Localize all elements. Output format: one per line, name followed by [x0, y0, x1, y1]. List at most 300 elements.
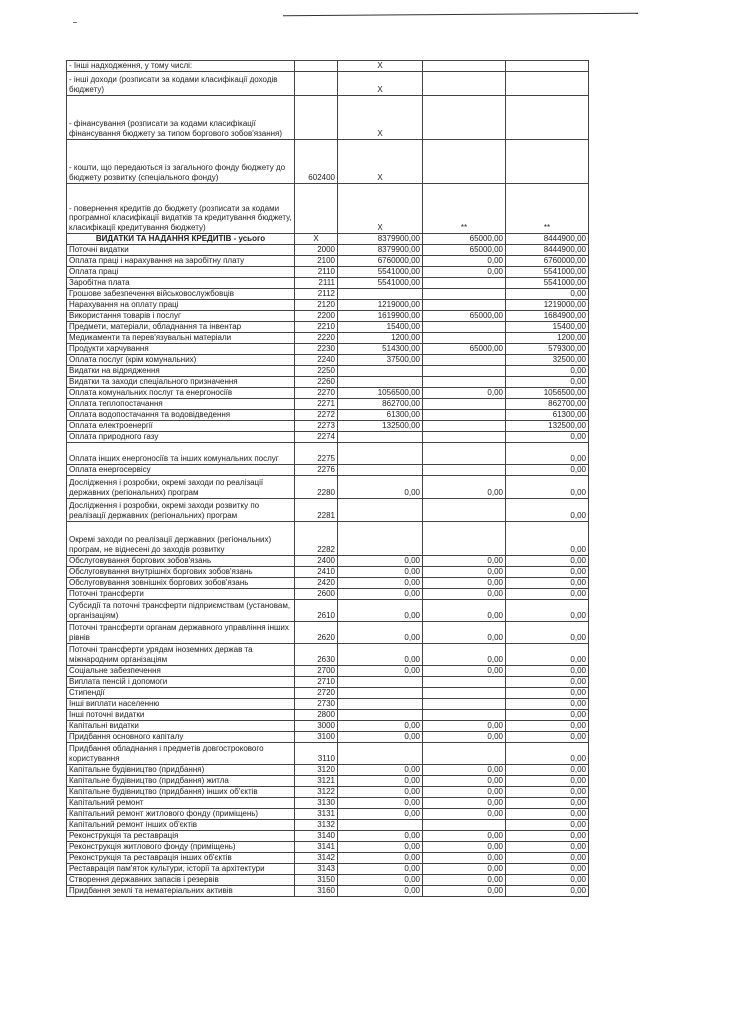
row-special-fund-cell	[423, 95, 506, 139]
row-name-cell: - кошти, що передаються із загального фонду бюджету до бюджету розвитку (спеціального фонду)	[67, 139, 295, 183]
row-total-cell: 0,00	[506, 742, 589, 764]
row-general-fund-cell: 0,00	[338, 874, 423, 885]
row-general-fund-cell	[338, 365, 423, 376]
row-general-fund-cell	[338, 376, 423, 387]
row-total-cell: 0,00	[506, 698, 589, 709]
row-code-cell: 2800	[295, 709, 338, 720]
row-name-cell: Капітальний ремонт інших об'єктів	[67, 819, 295, 830]
row-general-fund-cell	[338, 521, 423, 555]
row-name-cell: Реставрація пам'яток культури, історії та архітектури	[67, 863, 295, 874]
row-code-cell: 3120	[295, 764, 338, 775]
row-general-fund-cell	[338, 288, 423, 299]
row-name-cell: Поточні видатки	[67, 244, 295, 255]
budget-table-body	[67, 61, 589, 897]
row-total-cell: 0,00	[506, 731, 589, 742]
table-row	[67, 321, 589, 332]
row-name-cell: Придбання обладнання і предметів довгострокового користування	[67, 742, 295, 764]
row-special-fund-cell: 0,00	[423, 797, 506, 808]
row-total-cell: 0,00	[506, 475, 589, 498]
table-row	[67, 819, 589, 830]
table-row	[67, 332, 589, 343]
row-special-fund-cell: 0,00	[423, 808, 506, 819]
row-total-cell: 0,00	[506, 464, 589, 475]
row-general-fund-cell	[338, 676, 423, 687]
row-general-fund-cell: 0,00	[338, 764, 423, 775]
row-general-fund-cell	[338, 819, 423, 830]
row-code-cell: 3131	[295, 808, 338, 819]
row-code-cell: 2710	[295, 676, 338, 687]
row-total-cell: 8444900,00	[506, 244, 589, 255]
row-general-fund-cell: 0,00	[338, 577, 423, 588]
row-total-cell: 8444900,00	[506, 233, 589, 244]
row-name-cell: - інші доходи (розписати за кодами класифікації доходів бюджету)	[67, 71, 295, 95]
row-special-fund-cell	[423, 376, 506, 387]
row-special-fund-cell: 0,00	[423, 852, 506, 863]
row-name-cell: Оплата теплопостачання	[67, 398, 295, 409]
row-general-fund-cell: 1619900,00	[338, 310, 423, 321]
row-general-fund-cell: 61300,00	[338, 409, 423, 420]
row-general-fund-cell: 514300,00	[338, 343, 423, 354]
row-total-cell: 0,00	[506, 521, 589, 555]
table-row	[67, 643, 589, 665]
row-general-fund-cell: 1056500,00	[338, 387, 423, 398]
row-special-fund-cell: 0,00	[423, 720, 506, 731]
row-special-fund-cell: 0,00	[423, 387, 506, 398]
row-code-cell: 2276	[295, 464, 338, 475]
row-code-cell	[295, 71, 338, 95]
table-row	[67, 398, 589, 409]
row-code-cell: 2280	[295, 475, 338, 498]
row-code-cell: 2600	[295, 588, 338, 599]
row-special-fund-cell: 0,00	[423, 764, 506, 775]
row-name-cell: Соціальне забезпечення	[67, 665, 295, 676]
row-name-cell: ВИДАТКИ ТА НАДАННЯ КРЕДИТІВ - усього	[67, 233, 295, 244]
row-name-cell: Інші виплати населенню	[67, 698, 295, 709]
row-total-cell: 5541000,00	[506, 277, 589, 288]
row-total-cell: 61300,00	[506, 409, 589, 420]
row-special-fund-cell: 0,00	[423, 555, 506, 566]
table-row	[67, 698, 589, 709]
row-general-fund-cell: X	[338, 61, 423, 72]
row-general-fund-cell: X	[338, 95, 423, 139]
row-special-fund-cell	[423, 321, 506, 332]
row-name-cell: Субсидії та поточні трансферти підприємствам (установам, організаціям)	[67, 599, 295, 621]
row-name-cell: Грошове забезпечення військовослужбовців	[67, 288, 295, 299]
row-special-fund-cell	[423, 365, 506, 376]
table-row	[67, 183, 589, 233]
row-code-cell	[295, 183, 338, 233]
row-general-fund-cell: 0,00	[338, 885, 423, 896]
row-name-cell: Оплата послуг (крім комунальних)	[67, 354, 295, 365]
row-name-cell: Обслуговування боргових зобов'язань	[67, 555, 295, 566]
row-total-cell: 0,00	[506, 819, 589, 830]
row-code-cell: 3000	[295, 720, 338, 731]
table-row	[67, 764, 589, 775]
row-total-cell: 15400,00	[506, 321, 589, 332]
row-general-fund-cell: 0,00	[338, 720, 423, 731]
table-row	[67, 742, 589, 764]
row-name-cell: Капітальне будівництво (придбання) житла	[67, 775, 295, 786]
row-general-fund-cell: X	[338, 71, 423, 95]
row-name-cell: Медикаменти та перев'язувальні матеріали	[67, 332, 295, 343]
row-code-cell: 2275	[295, 442, 338, 464]
row-special-fund-cell	[423, 398, 506, 409]
table-row	[67, 139, 589, 183]
row-code-cell: 3110	[295, 742, 338, 764]
row-name-cell: Оплата комунальних послуг та енергоносіїв	[67, 387, 295, 398]
row-general-fund-cell: 37500,00	[338, 354, 423, 365]
row-name-cell: Поточні трансферти урядам іноземних держав та міжнародним організаціям	[67, 643, 295, 665]
row-name-cell: Використання товарів і послуг	[67, 310, 295, 321]
row-name-cell: Реконструкція та реставрація	[67, 830, 295, 841]
row-special-fund-cell	[423, 299, 506, 310]
scan-mark	[73, 22, 77, 23]
table-row	[67, 731, 589, 742]
table-row	[67, 720, 589, 731]
table-row	[67, 233, 589, 244]
row-name-cell: Оплата водопостачання та водовідведення	[67, 409, 295, 420]
row-total-cell: 5541000,00	[506, 266, 589, 277]
row-total-cell: 862700,00	[506, 398, 589, 409]
row-code-cell: 2730	[295, 698, 338, 709]
row-special-fund-cell	[423, 71, 506, 95]
row-name-cell: Оплата праці і нарахування на заробітну плату	[67, 255, 295, 266]
row-special-fund-cell	[423, 687, 506, 698]
row-name-cell: Видатки та заходи спеціального призначення	[67, 376, 295, 387]
row-general-fund-cell: 0,00	[338, 841, 423, 852]
table-row	[67, 387, 589, 398]
table-row	[67, 687, 589, 698]
row-general-fund-cell: 0,00	[338, 621, 423, 643]
row-name-cell: Оплата праці	[67, 266, 295, 277]
row-general-fund-cell	[338, 442, 423, 464]
row-code-cell: 2273	[295, 420, 338, 431]
table-row	[67, 255, 589, 266]
row-general-fund-cell: 0,00	[338, 830, 423, 841]
row-code-cell: 2220	[295, 332, 338, 343]
row-special-fund-cell: 0,00	[423, 874, 506, 885]
row-name-cell: Виплата пенсій і допомоги	[67, 676, 295, 687]
row-total-cell: 0,00	[506, 764, 589, 775]
row-special-fund-cell: 0,00	[423, 786, 506, 797]
row-total-cell	[506, 61, 589, 72]
row-special-fund-cell: 0,00	[423, 577, 506, 588]
table-row	[67, 841, 589, 852]
row-name-cell: Реконструкція та реставрація інших об'єктів	[67, 852, 295, 863]
table-row	[67, 885, 589, 896]
row-general-fund-cell: 0,00	[338, 475, 423, 498]
row-general-fund-cell: 15400,00	[338, 321, 423, 332]
row-general-fund-cell: 0,00	[338, 599, 423, 621]
row-total-cell: 132500,00	[506, 420, 589, 431]
row-special-fund-cell	[423, 277, 506, 288]
row-code-cell: 2112	[295, 288, 338, 299]
row-general-fund-cell: 1200,00	[338, 332, 423, 343]
row-total-cell	[506, 139, 589, 183]
row-special-fund-cell	[423, 498, 506, 521]
row-name-cell: Капітальне будівництво (придбання)	[67, 764, 295, 775]
row-special-fund-cell: 0,00	[423, 863, 506, 874]
row-general-fund-cell: 8379900,00	[338, 233, 423, 244]
table-row	[67, 555, 589, 566]
row-general-fund-cell: 0,00	[338, 808, 423, 819]
table-row	[67, 676, 589, 687]
row-total-cell: 0,00	[506, 643, 589, 665]
row-general-fund-cell: 0,00	[338, 797, 423, 808]
table-row	[67, 464, 589, 475]
row-code-cell: X	[295, 233, 338, 244]
row-total-cell: 0,00	[506, 676, 589, 687]
row-general-fund-cell: 0,00	[338, 863, 423, 874]
table-row	[67, 354, 589, 365]
table-row	[67, 830, 589, 841]
row-special-fund-cell: **	[423, 183, 506, 233]
row-code-cell	[295, 61, 338, 72]
row-code-cell: 2400	[295, 555, 338, 566]
table-row	[67, 277, 589, 288]
row-code-cell: 2282	[295, 521, 338, 555]
row-total-cell: 1200,00	[506, 332, 589, 343]
row-special-fund-cell: 0,00	[423, 266, 506, 277]
table-row	[67, 442, 589, 464]
row-general-fund-cell: 0,00	[338, 665, 423, 676]
row-special-fund-cell	[423, 288, 506, 299]
row-name-cell: Інші поточні видатки	[67, 709, 295, 720]
row-general-fund-cell	[338, 698, 423, 709]
row-general-fund-cell: 6760000,00	[338, 255, 423, 266]
row-name-cell: - Інші надходження, у тому числі:	[67, 61, 295, 72]
row-special-fund-cell: 0,00	[423, 475, 506, 498]
row-code-cell: 2120	[295, 299, 338, 310]
row-name-cell: Оплата електроенергії	[67, 420, 295, 431]
row-special-fund-cell: 0,00	[423, 731, 506, 742]
row-name-cell: Капітальний ремонт	[67, 797, 295, 808]
row-name-cell: Дослідження і розробки, окремі заходи розвитку по реалізації державних (регіональних) програм	[67, 498, 295, 521]
row-name-cell: Капітальний ремонт житлового фонду (приміщень)	[67, 808, 295, 819]
row-code-cell: 2240	[295, 354, 338, 365]
table-row	[67, 775, 589, 786]
row-special-fund-cell: 65000,00	[423, 233, 506, 244]
row-code-cell: 2271	[295, 398, 338, 409]
table-row	[67, 310, 589, 321]
row-name-cell: Капітальне будівництво (придбання) інших об'єктів	[67, 786, 295, 797]
table-row	[67, 475, 589, 498]
row-code-cell: 2210	[295, 321, 338, 332]
row-name-cell: Реконструкція житлового фонду (приміщень)	[67, 841, 295, 852]
row-general-fund-cell: 1219000,00	[338, 299, 423, 310]
row-special-fund-cell	[423, 332, 506, 343]
row-code-cell: 2274	[295, 431, 338, 442]
row-code-cell: 3143	[295, 863, 338, 874]
row-total-cell: 0,00	[506, 555, 589, 566]
row-total-cell: 0,00	[506, 720, 589, 731]
row-special-fund-cell	[423, 61, 506, 72]
row-special-fund-cell: 0,00	[423, 255, 506, 266]
table-row	[67, 521, 589, 555]
row-code-cell: 3141	[295, 841, 338, 852]
table-row	[67, 863, 589, 874]
row-total-cell: 579300,00	[506, 343, 589, 354]
row-code-cell: 2420	[295, 577, 338, 588]
row-total-cell: 0,00	[506, 365, 589, 376]
row-general-fund-cell: 0,00	[338, 852, 423, 863]
row-code-cell: 3100	[295, 731, 338, 742]
table-row	[67, 95, 589, 139]
row-general-fund-cell	[338, 464, 423, 475]
row-total-cell: 0,00	[506, 376, 589, 387]
row-general-fund-cell	[338, 742, 423, 764]
row-special-fund-cell: 0,00	[423, 885, 506, 896]
row-code-cell: 2260	[295, 376, 338, 387]
row-special-fund-cell	[423, 819, 506, 830]
row-name-cell: Стипендії	[67, 687, 295, 698]
row-special-fund-cell: 65000,00	[423, 310, 506, 321]
row-name-cell: Нарахування на оплату праці	[67, 299, 295, 310]
row-name-cell: Оплата енергосервісу	[67, 464, 295, 475]
row-name-cell: Поточні трансферти	[67, 588, 295, 599]
row-code-cell: 2272	[295, 409, 338, 420]
row-total-cell: 0,00	[506, 709, 589, 720]
row-code-cell: 2100	[295, 255, 338, 266]
row-general-fund-cell	[338, 709, 423, 720]
table-row	[67, 376, 589, 387]
row-general-fund-cell: 862700,00	[338, 398, 423, 409]
row-special-fund-cell: 0,00	[423, 841, 506, 852]
row-special-fund-cell: 0,00	[423, 643, 506, 665]
row-total-cell: 0,00	[506, 566, 589, 577]
row-total-cell: 0,00	[506, 665, 589, 676]
row-code-cell: 2270	[295, 387, 338, 398]
table-row	[67, 61, 589, 72]
row-total-cell: 0,00	[506, 786, 589, 797]
row-code-cell: 3140	[295, 830, 338, 841]
table-row	[67, 498, 589, 521]
table-row	[67, 299, 589, 310]
table-row	[67, 420, 589, 431]
row-name-cell: Дослідження і розробки, окремі заходи по реалізації державних (регіональних) програм	[67, 475, 295, 498]
row-special-fund-cell	[423, 139, 506, 183]
table-row	[67, 797, 589, 808]
row-name-cell: Придбання землі та нематеріальних активів	[67, 885, 295, 896]
row-total-cell: 0,00	[506, 808, 589, 819]
row-special-fund-cell: 0,00	[423, 588, 506, 599]
row-code-cell: 2630	[295, 643, 338, 665]
table-row	[67, 71, 589, 95]
row-special-fund-cell	[423, 420, 506, 431]
row-general-fund-cell	[338, 498, 423, 521]
row-total-cell: 0,00	[506, 830, 589, 841]
row-name-cell: Окремі заходи по реалізації державних (регіональних) програм, не віднесені до заходів розвитку	[67, 521, 295, 555]
row-special-fund-cell: 0,00	[423, 566, 506, 577]
table-row	[67, 588, 589, 599]
row-code-cell: 3160	[295, 885, 338, 896]
table-row	[67, 665, 589, 676]
row-code-cell: 2610	[295, 599, 338, 621]
row-total-cell: 0,00	[506, 431, 589, 442]
row-code-cell: 2720	[295, 687, 338, 698]
table-row	[67, 709, 589, 720]
row-code-cell: 3121	[295, 775, 338, 786]
table-row	[67, 266, 589, 277]
row-code-cell	[295, 95, 338, 139]
row-general-fund-cell: 0,00	[338, 775, 423, 786]
row-total-cell: 0,00	[506, 588, 589, 599]
row-code-cell: 2000	[295, 244, 338, 255]
row-special-fund-cell	[423, 431, 506, 442]
row-special-fund-cell: 0,00	[423, 599, 506, 621]
row-code-cell: 2250	[295, 365, 338, 376]
row-total-cell: 0,00	[506, 797, 589, 808]
row-special-fund-cell	[423, 676, 506, 687]
row-code-cell: 602400	[295, 139, 338, 183]
row-total-cell: 0,00	[506, 577, 589, 588]
top-rule-line	[283, 13, 638, 16]
row-special-fund-cell	[423, 521, 506, 555]
row-special-fund-cell: 0,00	[423, 665, 506, 676]
table-row	[67, 786, 589, 797]
row-name-cell: Обслуговування внутрішніх боргових зобов'язань	[67, 566, 295, 577]
row-general-fund-cell: X	[338, 139, 423, 183]
budget-table	[66, 60, 589, 897]
row-special-fund-cell	[423, 442, 506, 464]
row-total-cell: 0,00	[506, 852, 589, 863]
row-name-cell: Створення державних запасів і резервів	[67, 874, 295, 885]
row-total-cell	[506, 95, 589, 139]
row-total-cell: 0,00	[506, 687, 589, 698]
row-special-fund-cell	[423, 464, 506, 475]
row-general-fund-cell: 132500,00	[338, 420, 423, 431]
row-special-fund-cell	[423, 709, 506, 720]
row-code-cell: 3122	[295, 786, 338, 797]
row-general-fund-cell: 5541000,00	[338, 266, 423, 277]
row-general-fund-cell: 0,00	[338, 786, 423, 797]
table-row	[67, 577, 589, 588]
row-name-cell: Придбання основного капіталу	[67, 731, 295, 742]
row-code-cell: 3142	[295, 852, 338, 863]
row-name-cell: Капітальні видатки	[67, 720, 295, 731]
row-general-fund-cell: 8379900,00	[338, 244, 423, 255]
row-code-cell: 2281	[295, 498, 338, 521]
row-special-fund-cell: 0,00	[423, 621, 506, 643]
row-code-cell: 3150	[295, 874, 338, 885]
table-row	[67, 852, 589, 863]
table-row	[67, 244, 589, 255]
row-name-cell: Видатки на відрядження	[67, 365, 295, 376]
row-general-fund-cell: 0,00	[338, 566, 423, 577]
row-special-fund-cell	[423, 409, 506, 420]
row-special-fund-cell	[423, 354, 506, 365]
row-total-cell: 0,00	[506, 621, 589, 643]
table-row	[67, 365, 589, 376]
row-general-fund-cell: 5541000,00	[338, 277, 423, 288]
row-code-cell: 3130	[295, 797, 338, 808]
row-code-cell: 2110	[295, 266, 338, 277]
row-total-cell: 0,00	[506, 885, 589, 896]
table-row	[67, 288, 589, 299]
row-name-cell: Обслуговування зовнішніх боргових зобов'язань	[67, 577, 295, 588]
row-total-cell: 1684900,00	[506, 310, 589, 321]
row-special-fund-cell: 0,00	[423, 830, 506, 841]
row-code-cell: 2410	[295, 566, 338, 577]
row-name-cell: Оплата природного газу	[67, 431, 295, 442]
table-row	[67, 566, 589, 577]
row-name-cell: Заробітна плата	[67, 277, 295, 288]
row-total-cell: 0,00	[506, 288, 589, 299]
row-code-cell: 2620	[295, 621, 338, 643]
row-name-cell: Оплата інших енергоносіїв та інших комунальних послуг	[67, 442, 295, 464]
table-row	[67, 621, 589, 643]
row-general-fund-cell	[338, 687, 423, 698]
